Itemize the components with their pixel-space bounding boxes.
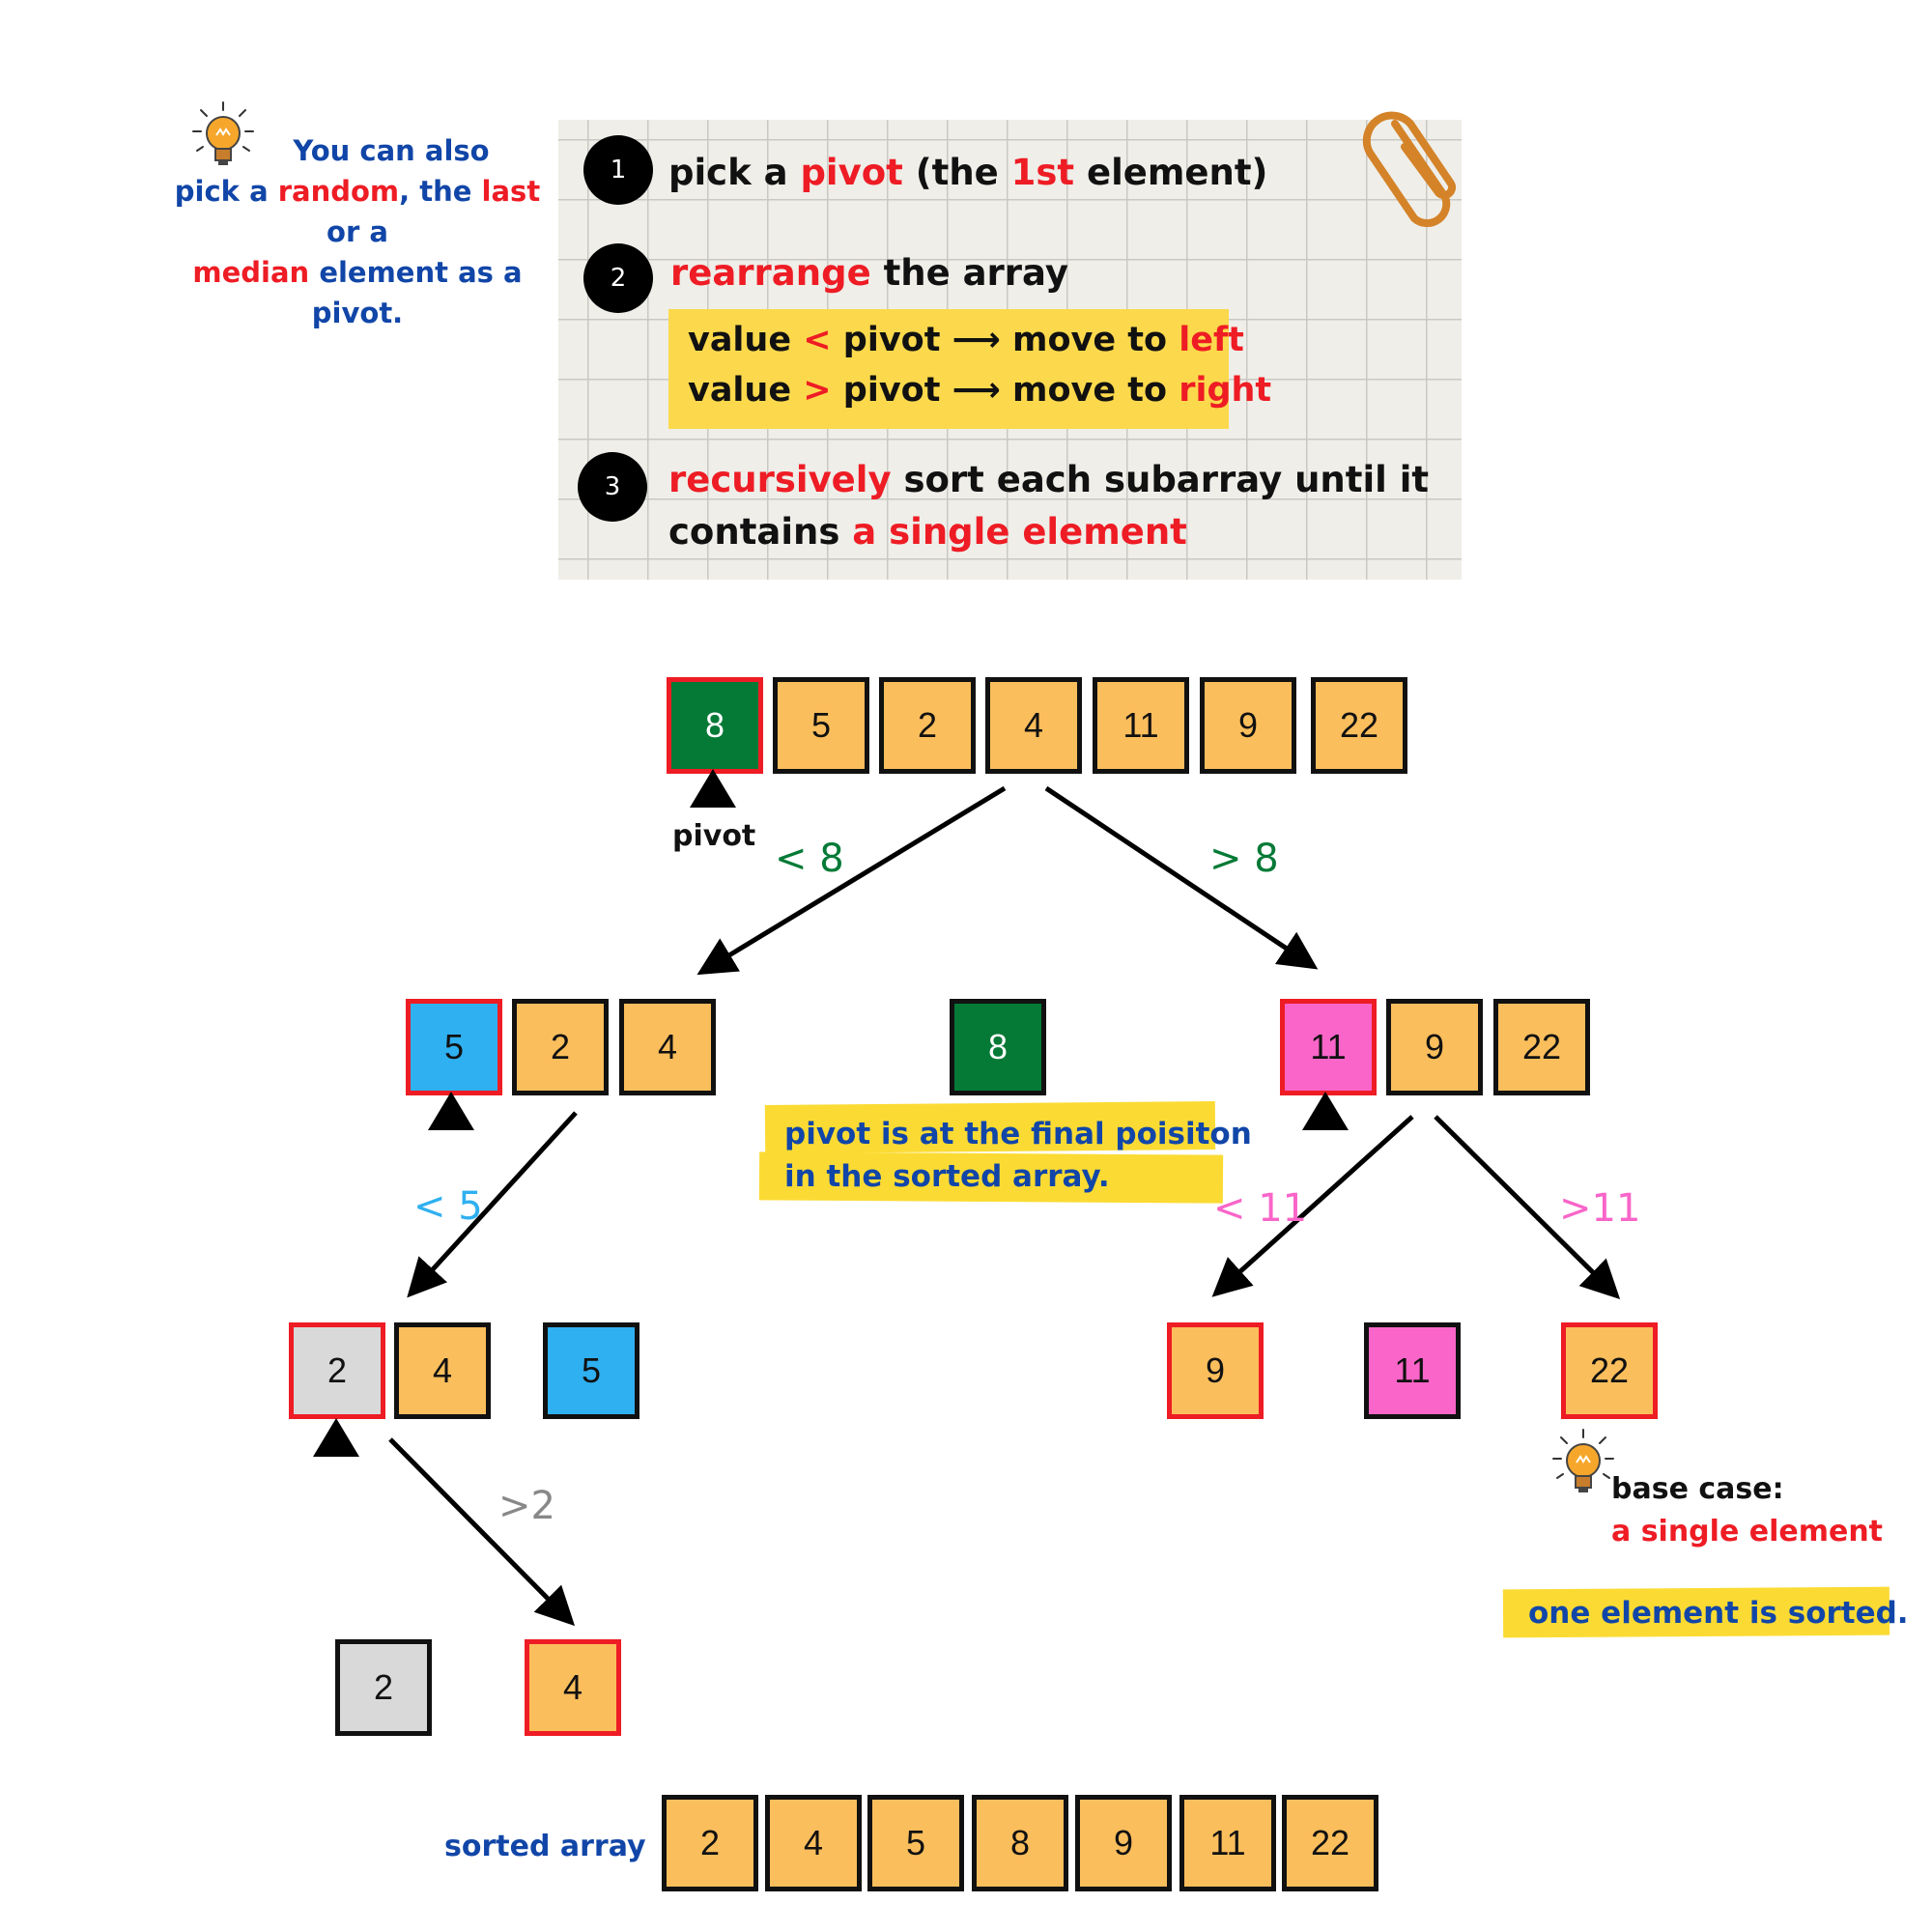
sorted-array-cell: 11 — [1179, 1795, 1276, 1891]
right-subarray-cell: 22 — [1493, 999, 1590, 1095]
step-1-text: pick a pivot (the 1st element) — [668, 152, 1268, 193]
level2-sorted-pivot-cell: 11 — [1364, 1322, 1461, 1419]
initial-array-cell: 11 — [1093, 677, 1189, 774]
level2-single-cell: 22 — [1561, 1322, 1658, 1419]
initial-array-cell: 4 — [985, 677, 1082, 774]
tip-line2: pick a random, the last or a — [174, 175, 541, 248]
step-3-text: recursively sort each subarray until it — [668, 459, 1430, 500]
pivot-marker-icon — [1302, 1092, 1349, 1130]
base-case-desc: a single element — [1611, 1515, 1884, 1548]
right-subarray-cell: 9 — [1386, 999, 1483, 1095]
pivot-final-note-line2: in the sorted array. — [784, 1159, 1110, 1194]
initial-array-cell: 9 — [1200, 677, 1296, 774]
initial-array-cell: 2 — [879, 677, 976, 774]
pivot-final-note-line1: pivot is at the final poisiton — [784, 1117, 1252, 1151]
step-3-text-cont: contains a single element — [668, 511, 1187, 553]
left-subarray-pivot-cell: 5 — [406, 999, 502, 1095]
level3-cell: 4 — [525, 1639, 621, 1736]
rule-left: value < pivot ⟶ move to left — [688, 321, 1244, 359]
arrow-gt2 — [390, 1439, 568, 1619]
lt5-label: < 5 — [413, 1184, 483, 1229]
step-2-text: rearrange the array — [670, 252, 1068, 294]
step-1-badge: 1 — [583, 135, 653, 205]
step-3-badge: 3 — [578, 452, 647, 522]
sorted-array-cell: 5 — [867, 1795, 964, 1891]
left-subarray-cell: 2 — [512, 999, 609, 1095]
sorted-array-cell: 8 — [972, 1795, 1068, 1891]
sorted-array-label: sorted array — [444, 1830, 646, 1863]
pivot-marker-icon — [690, 769, 736, 808]
arrow-lt8 — [705, 788, 1005, 970]
step-2-badge: 2 — [583, 243, 653, 313]
sorted-array-cell: 4 — [765, 1795, 862, 1891]
level2-single-cell: 9 — [1167, 1322, 1264, 1419]
level3-cell: 2 — [335, 1639, 432, 1736]
initial-array-cell: 22 — [1311, 677, 1407, 774]
gt8-label: > 8 — [1209, 837, 1279, 881]
initial-array-cell: 5 — [773, 677, 869, 774]
sorted-array-cell: 9 — [1075, 1795, 1172, 1891]
rule-right: value > pivot ⟶ move to right — [688, 371, 1272, 410]
lt11-label: < 11 — [1213, 1186, 1308, 1231]
pivot-marker-icon — [428, 1092, 474, 1130]
level2-cell: 4 — [394, 1322, 491, 1419]
gt11-label: >11 — [1559, 1186, 1641, 1231]
right-subarray-pivot-cell: 11 — [1280, 999, 1377, 1095]
tip-line1: You can also — [293, 134, 490, 167]
base-case-title: base case: — [1611, 1472, 1784, 1506]
tip-line3: median element as a pivot. — [192, 256, 523, 329]
initial-array-pivot-cell: 8 — [667, 677, 763, 774]
one-element-sorted-note: one element is sorted. — [1528, 1596, 1909, 1631]
level2-sorted-pivot-cell: 5 — [543, 1322, 639, 1419]
sorted-array-cell: 22 — [1282, 1795, 1378, 1891]
pivot-marker-icon — [313, 1418, 359, 1457]
left-subarray-cell: 4 — [619, 999, 716, 1095]
pivot-label: pivot — [672, 819, 756, 853]
lt8-label: < 8 — [775, 837, 844, 881]
sorted-array-cell: 2 — [662, 1795, 758, 1891]
pivot-final-cell: 8 — [950, 999, 1046, 1095]
base-case-lightbulb-icon — [1549, 1424, 1617, 1501]
gt2-label: >2 — [498, 1484, 555, 1528]
level2-pivot-cell: 2 — [289, 1322, 385, 1419]
